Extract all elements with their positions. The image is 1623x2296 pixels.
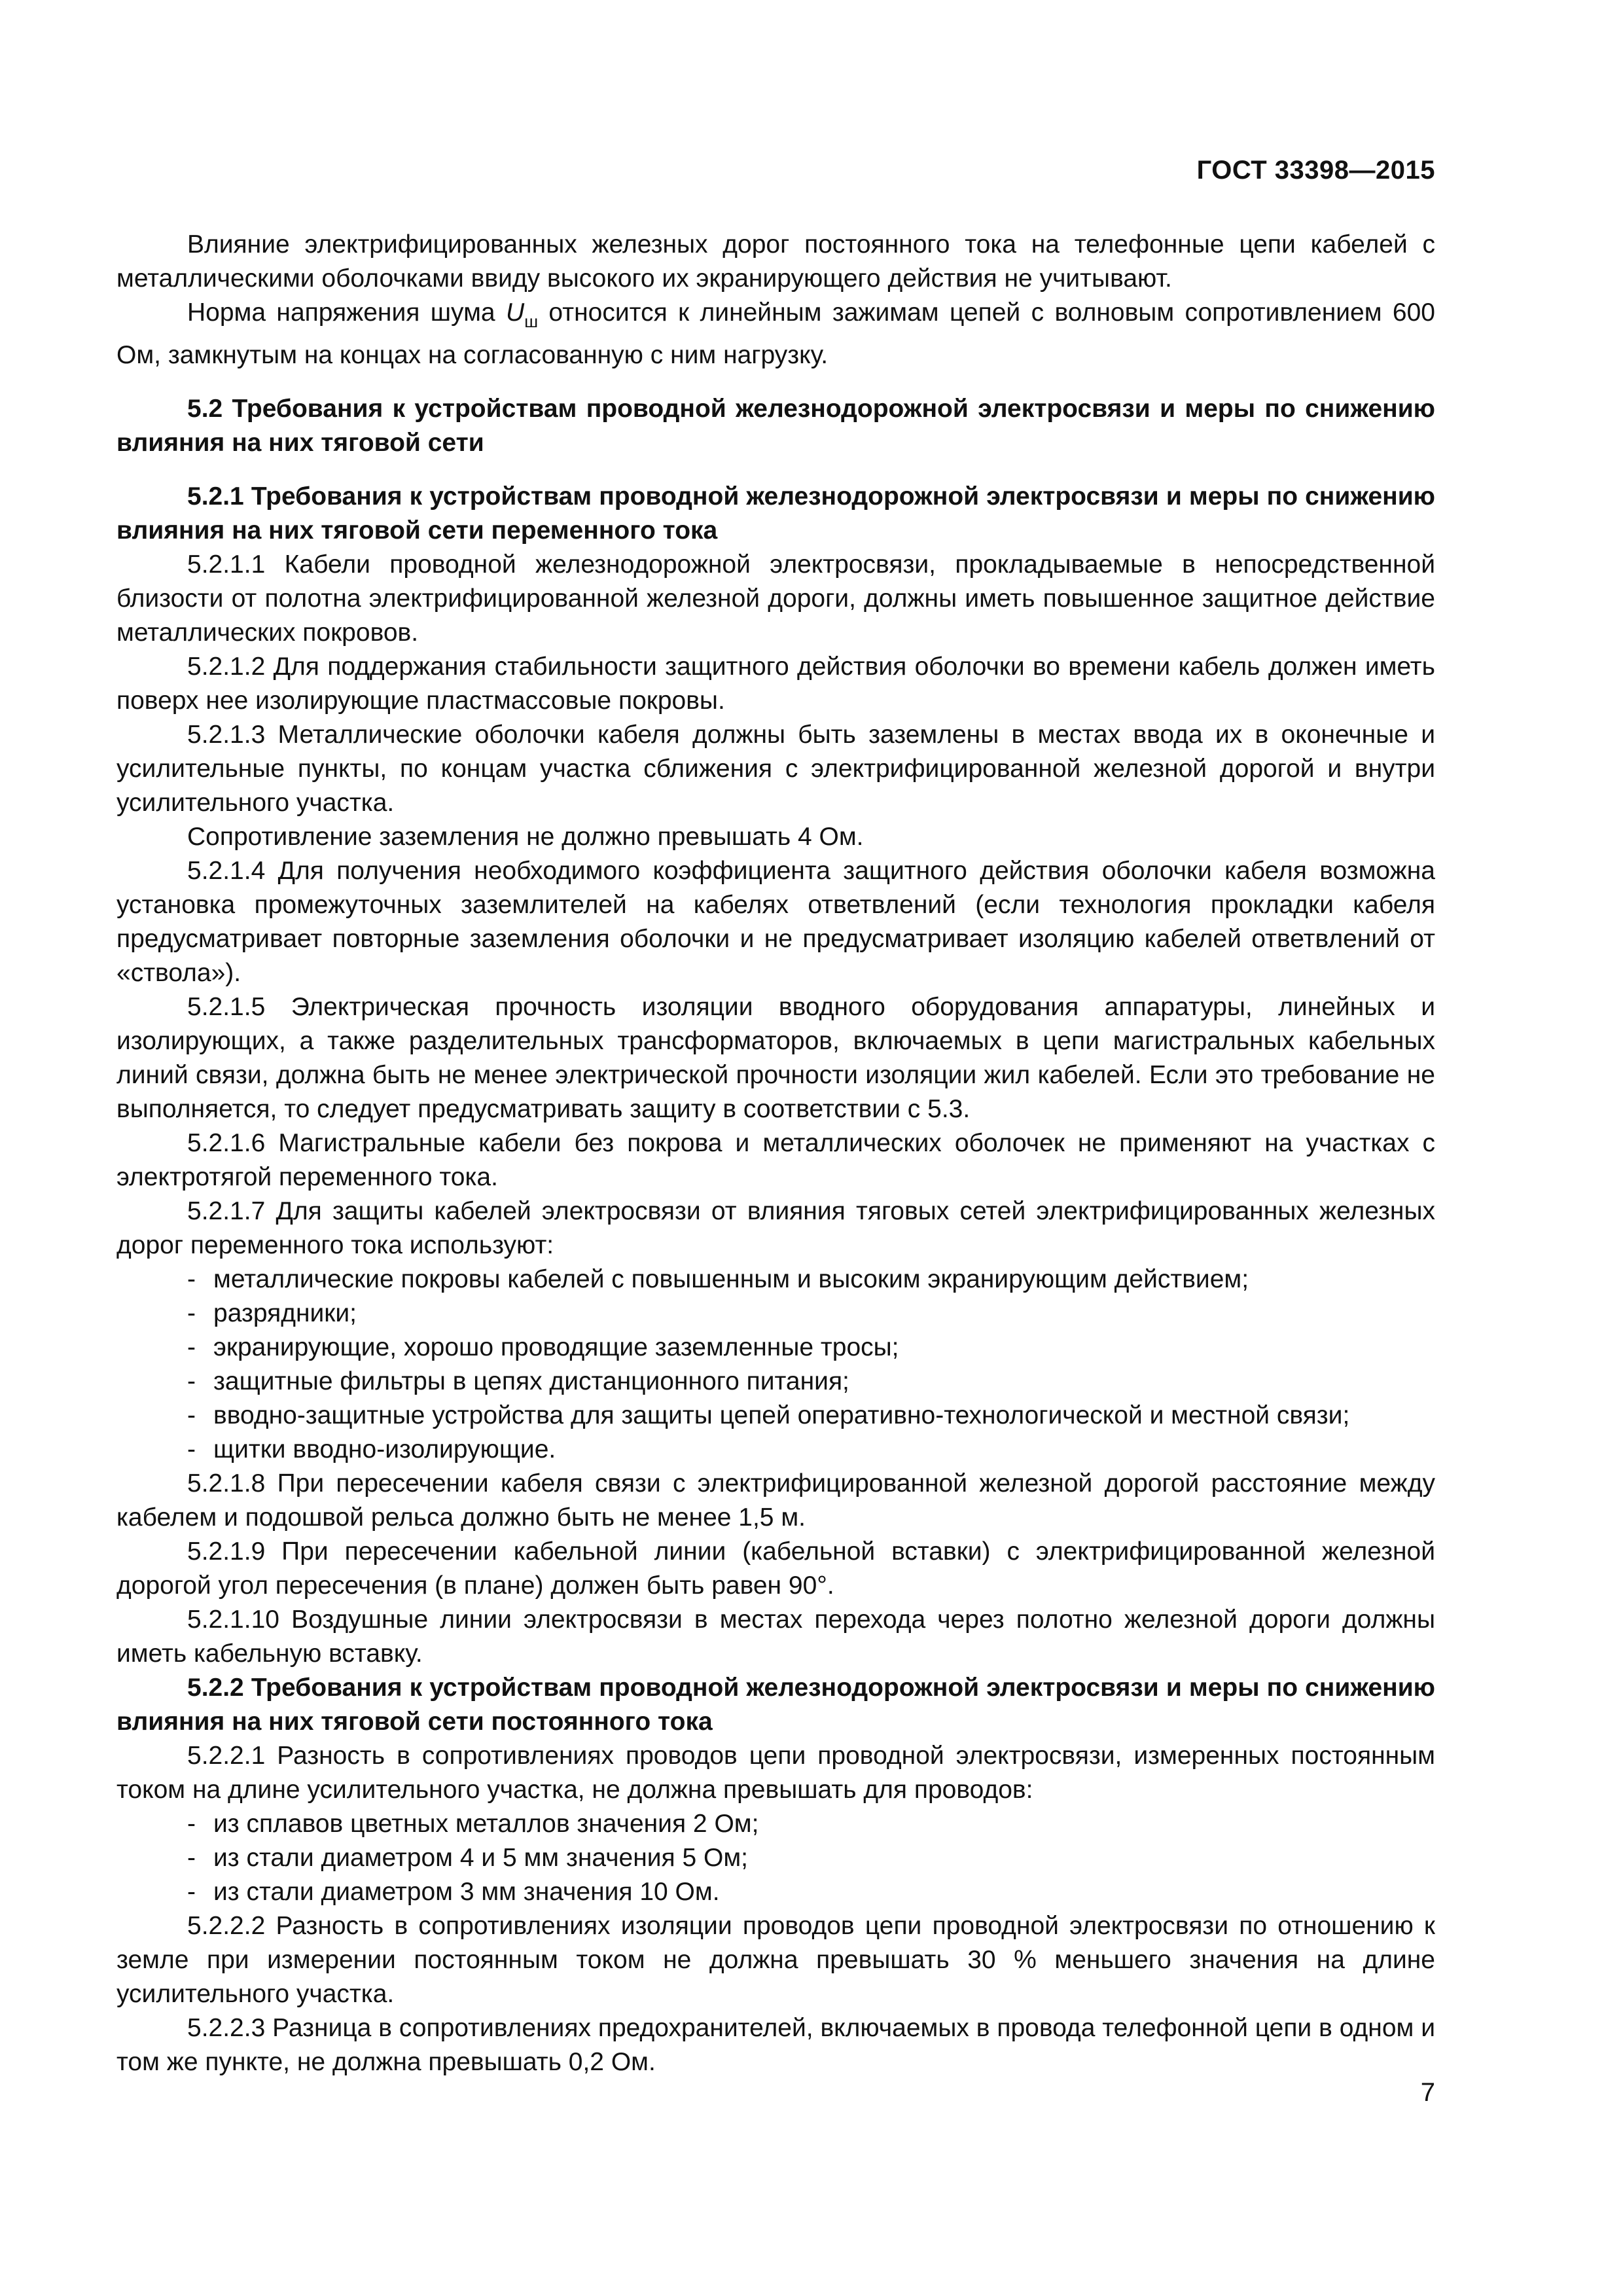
clause-5-2-1-5: 5.2.1.5 Электрическая прочность изоляции вводного оборудования аппаратуры, линейных и изолирующих, а также разделительных трансформаторов, включаемых в цепи магистральных кабельных линий связи, должна быть не менее электрической прочности изоляции жил кабелей. Если это требование не выполняется, то следует предусматривать защиту в соответствии с 5.3.: [116, 993, 1435, 1123]
list-item: [116, 1297, 1435, 1331]
list-item-text: из стали диаметром 4 и 5 мм значения 5 Ом;: [213, 1844, 749, 1872]
list-item-text: из стали диаметром 3 мм значения 10 Ом.: [213, 1878, 720, 1906]
clause-5-2-2-3: 5.2.2.3 Разница в сопротивлениях предохранителей, включаемых в провода телефонной цепи в одном и том же пункте, не должна превышать 0,2 Ом.: [116, 2014, 1435, 2076]
list-item: [116, 1807, 1435, 1841]
list-item-text: экранирующие, хорошо проводящие заземленные тросы;: [213, 1333, 899, 1361]
document-id-header: ГОСТ 33398—2015: [1196, 156, 1435, 185]
clause-5-2-1-8: 5.2.1.8 При пересечении кабеля связи с электрифицированной железной дорогой расстояние между кабелем и подошвой рельса должно быть не менее 1,5 м.: [116, 1469, 1435, 1532]
intro-paragraph-1: Влияние электрифицированных железных дорог постоянного тока на телефонные цепи кабелей с металлическими оболочками ввиду высокого их экранирующего действия не учитывают.: [116, 230, 1435, 293]
intro-p2-text-before: Норма напряжения шума: [187, 298, 507, 327]
list-item: [116, 1433, 1435, 1467]
clause-5-2-1-2: 5.2.1.2 Для поддержания стабильности защитного действия оболочки во времени кабель должен иметь поверх нее изолирующие пластмассовые покровы.: [116, 653, 1435, 715]
list-dash: -: [187, 1299, 196, 1327]
list-dash: -: [187, 1401, 196, 1429]
list-item: [116, 1399, 1435, 1433]
list-item-text: из сплавов цветных металлов значения 2 Ом;: [213, 1810, 759, 1838]
clause-5-2-1-4: 5.2.1.4 Для получения необходимого коэффициента защитного действия оболочки кабеля возможна установка промежуточных заземлителей на кабелях ответвлений (если технология прокладки кабеля предусматривает повторные заземления оболочки и не предусматривает изоляцию кабелей ответвлений от «ствола»).: [116, 857, 1435, 987]
clause-5-2-1-6: 5.2.1.6 Магистральные кабели без покрова и металлических оболочек не применяют на участках с электротягой переменного тока.: [116, 1129, 1435, 1191]
section-5-2-heading: 5.2 Требования к устройствам проводной железнодорожной электросвязи и меры по снижению влияния на них тяговой сети: [116, 395, 1435, 457]
clause-5-2-1-7: 5.2.1.7 Для защиты кабелей электросвязи от влияния тяговых сетей электрифицированных железных дорог переменного тока используют:: [116, 1197, 1435, 1259]
list-item-text: щитки вводно-изолирующие.: [213, 1435, 556, 1463]
list-item-text: разрядники;: [213, 1299, 357, 1327]
list-item-text: защитные фильтры в цепях дистанционного питания;: [213, 1367, 849, 1395]
intro-paragraph-2: [116, 296, 1435, 372]
clause-5-2-2-1: 5.2.2.1 Разность в сопротивлениях проводов цепи проводной электросвязи, измеренных постоянным током на длине усилительного участка, не должна превышать для проводов:: [116, 1742, 1435, 1804]
list-dash: -: [187, 1435, 196, 1463]
clause-5-2-2-2: 5.2.2.2 Разность в сопротивлениях изоляции проводов цепи проводной электросвязи по отношению к земле при измерении постоянным током не должна превышать 30 % меньшего значения на длине усилительного участка.: [116, 1912, 1435, 2008]
list-dash: -: [187, 1844, 196, 1872]
clause-5-2-1-3: 5.2.1.3 Металлические оболочки кабеля должны быть заземлены в местах ввода их в оконечные и усилительные пункты, по концам участка сближения с электрифицированной железной дорогой и внутри усилительного участка.: [116, 721, 1435, 817]
clause-5-2-1-1: 5.2.1.1 Кабели проводной железнодорожной электросвязи, прокладываемые в непосредственной близости от полотна электрифицированной железной дороги, должны иметь повышенное защитное действие металлических покровов.: [116, 550, 1435, 647]
document-body: [116, 228, 1435, 2079]
intro-p2-text-after: относится к линейным зажимам цепей с волновым сопротивлением 600 Ом, замкнутым на концах на согласованную с ним нагрузку.: [116, 298, 1435, 369]
clause-5-2-1-9: 5.2.1.9 При пересечении кабельной линии (кабельной вставки) с электрифицированной железной дорогой угол пересечения (в плане) должен быть равен 90°.: [116, 1537, 1435, 1600]
list-dash: -: [187, 1878, 196, 1906]
list-item-text: вводно-защитные устройства для защиты цепей оперативно-технологической и местной связи;: [213, 1401, 1350, 1429]
noise-voltage-symbol: U: [506, 298, 525, 327]
list-item: [116, 1365, 1435, 1399]
list-item: [116, 1841, 1435, 1875]
page-number: 7: [1420, 2078, 1435, 2107]
list-item-text: металлические покровы кабелей с повышенным и высоким экранирующим действием;: [213, 1265, 1249, 1293]
list-dash: -: [187, 1367, 196, 1395]
section-5-2-1-heading: 5.2.1 Требования к устройствам проводной железнодорожной электросвязи и меры по снижению влияния на них тяговой сети переменного тока: [116, 482, 1435, 545]
section-5-2-2-heading: 5.2.2 Требования к устройствам проводной железнодорожной электросвязи и меры по снижению влияния на них тяговой сети постоянного тока: [116, 1674, 1435, 1736]
list-dash: -: [187, 1265, 196, 1293]
list-dash: -: [187, 1333, 196, 1361]
list-dash: -: [187, 1810, 196, 1838]
clause-5-2-1-3-grounding: Сопротивление заземления не должно превышать 4 Ом.: [187, 823, 864, 851]
noise-voltage-subscript: ш: [524, 312, 539, 331]
list-item: [116, 1331, 1435, 1365]
list-item: [116, 1263, 1435, 1297]
list-item: [116, 1875, 1435, 1909]
clause-5-2-1-10: 5.2.1.10 Воздушные линии электросвязи в местах перехода через полотно железной дороги должны иметь кабельную вставку.: [116, 1605, 1435, 1668]
